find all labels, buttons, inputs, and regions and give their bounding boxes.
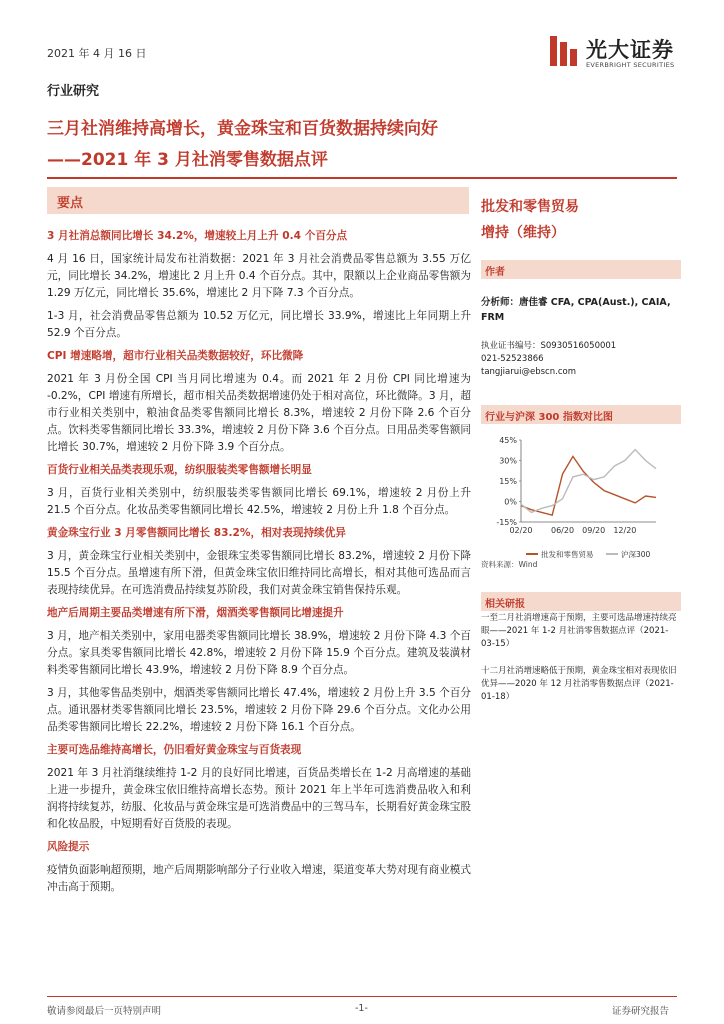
logo-name: 光大证券 xyxy=(586,38,674,62)
key-points-label: 要点 xyxy=(57,196,84,211)
certificate-number: 执业证书编号：S0930516050001 xyxy=(481,341,617,351)
section-heading: 3 月社消总额同比增长 34.2%，增速较上月上升 0.4 个百分点 xyxy=(47,230,348,242)
report-date: 2021 年 4 月 16 日 xyxy=(47,47,147,60)
x-tick-label: 12/20 xyxy=(613,526,637,535)
logo-english-name: EVERBRIGHT SECURITIES xyxy=(586,61,675,69)
legend-label: 批发和零售贸易 xyxy=(541,550,594,559)
section-heading: 黄金珠宝行业 3 月零售额同比增长 83.2%，相对表现持续优异 xyxy=(47,527,346,539)
sector-name: 批发和零售贸易 xyxy=(481,199,579,215)
footer-report-type: 证券研究报告 xyxy=(612,1006,670,1017)
page-number: -1- xyxy=(355,1003,368,1014)
section-heading: 地产后周期主要品类增速有所下滑，烟酒类零售额同比增速提升 xyxy=(47,607,344,619)
paragraph: 1-3 月，社会消费品零售总额为 10.52 万亿元，同比增长 33.9%，增速比上年同期上升 52.9 个百分点。 xyxy=(47,310,471,339)
analyst-contact xyxy=(481,340,681,379)
y-tick-label: 30% xyxy=(499,456,517,466)
section-heading: 主要可选品维持高增长，仍旧看好黄金珠宝与百货表现 xyxy=(47,744,302,756)
chart-source: 资料来源：Wind xyxy=(481,560,538,569)
paragraph: 3 月，其他零售品类别中，烟酒类零售额同比增长 47.4%，增速较 2 月份上升 3.5 个百分点。通讯器材类零售额同比增长 23.5%，增速较 2 月份下降 29.6 个百分点。文化办公用品类零售额同比增长 22.2%，增速较 2 月份下降 16.1 个百分点。 xyxy=(47,687,471,733)
section-heading: 百货行业相关品类表现乐观，纺织服装类零售额增长明显 xyxy=(47,464,312,476)
related-report-item[interactable]: 一至二月社消增速高于预期，主要可选品增速持续亮眼——2021 年 1-2 月社消零售数据点评（2021-03-15） xyxy=(481,613,677,649)
author-header xyxy=(481,260,681,279)
paragraph: 3 月，地产相关类别中，家用电器类零售额同比增长 38.9%，增速较 2 月份下降 4.3 个百分点。家具类零售额同比增长 42.8%，增速较 2 月份下降 15.9 个百分点。建筑及装潢材料类零售额同比增长 43.9%，增速较 2 月份下降 8.9 个百分点。 xyxy=(47,630,471,676)
email-address[interactable]: tangjiarui@ebscn.com xyxy=(481,367,576,377)
rating: 增持（维持） xyxy=(481,225,565,241)
section-heading: CPI 增速略增，超市行业相关品类数据较好，环比微降 xyxy=(47,350,304,362)
paragraph: 3 月，百货行业相关类别中，纺织服装类零售额同比增长 69.1%，增速较 2 月份上升 21.5 个百分点。化妆品类零售额同比增长 42.5%，增速较 2 月份上升 1.8 个百分点。 xyxy=(47,487,471,516)
y-tick-label: 15% xyxy=(499,477,517,486)
related-reports-label: 相关研报 xyxy=(485,599,525,610)
logo-mark-icon xyxy=(548,34,578,68)
legend-label: 沪深300 xyxy=(621,550,651,559)
x-tick-label: 09/20 xyxy=(582,526,606,535)
paragraph: 疫情负面影响超预期，地产后周期影响部分子行业收入增速，渠道变革大势对现有商业模式冲击高于预期。 xyxy=(47,864,471,893)
main-content xyxy=(47,222,471,902)
title-divider xyxy=(47,177,677,179)
paragraph: 4 月 16 日，国家统计局发布社消数据：2021 年 3 月社会消费品零售总额为 3.55 万亿元，同比增长 34.2%，增速比 2 月上升 0.4 个百分点。其中，限额以上企业商品零售额为 1.29 万亿元，同比增长 35.6%，增速比 2 月下降 7.3 个百分点。 xyxy=(47,253,471,299)
related-report-item[interactable]: 十二月社消增速略低于预期，黄金珠宝相对表现依旧优异——2020 年 12 月社消零售数据点评（2021-01-18） xyxy=(481,666,677,702)
x-tick-label: 06/20 xyxy=(551,526,575,535)
footer-disclaimer: 敬请参阅最后一页特别声明 xyxy=(47,1006,162,1017)
paragraph: 2021 年 3 月社消继续维持 1-2 月的良好同比增速，百货品类增长在 1-2 月高增速的基础上进一步提升，黄金珠宝依旧维持高增长态势。预计 2021 年上半年可选消费品收入和利润将持续复苏，纺服、化妆品与黄金珠宝是可选消费品中的三驾马车，长期看好黄金珠宝股和化妆品股，中短期看好百货股的表现。 xyxy=(47,767,471,830)
company-logo xyxy=(548,34,698,74)
key-points-bar xyxy=(47,187,469,214)
x-tick-label: 02/20 xyxy=(509,526,533,535)
chart-label: 行业与沪深 300 指数对比图 xyxy=(485,412,613,423)
y-tick-label: 45% xyxy=(499,436,517,445)
sector-rating xyxy=(481,194,579,246)
footer-divider xyxy=(47,996,677,997)
section-heading: 风险提示 xyxy=(47,841,90,853)
related-reports-header xyxy=(481,592,681,611)
chart-header xyxy=(481,405,681,424)
report-title: 三月社消维持高增长，黄金珠宝和百货数据持续向好 xyxy=(47,119,438,139)
report-subtitle: ——2021 年 3 月社消零售数据点评 xyxy=(47,150,328,170)
index-comparison-chart xyxy=(481,430,681,570)
paragraph: 2021 年 3 月份全国 CPI 当月同比增速为 0.4。而 2021 年 2 月份 CPI 同比增速为 -0.2%，CPI 增速有所增长，超市相关品类数据增速仍处于相对高位，环比微降。3 月，超市行业相关类别中，粮油食品类零售额同比增长 8.3%，增速较 2 月份下降 2.6 个百分点。饮料类零售额同比增长 33.3%，增速较 2 月份下降 3.6 个百分点。日用品类零售额同比增长 30.7%，增速较 2 月份下降 3.9 个百分点。 xyxy=(47,373,471,453)
report-category: 行业研究 xyxy=(47,84,100,99)
series-line-1 xyxy=(521,456,656,515)
y-tick-label: 0% xyxy=(504,497,517,507)
paragraph: 3 月，黄金珠宝行业相关类别中，金银珠宝类零售额同比增长 83.2%，增速较 2 月份下降 15.5 个百分点。虽增速有所下滑，但黄金珠宝依旧维持同比高增长，相对其他可选品而言表现持续优异。在可选消费品持续复苏阶段，我们对黄金珠宝销售保持乐观。 xyxy=(47,550,471,596)
related-reports-list xyxy=(481,612,681,718)
author-label: 作者 xyxy=(485,267,505,278)
y-tick-label: -15% xyxy=(496,518,517,527)
phone-number: 021-52523866 xyxy=(481,354,544,364)
analyst-name: 分析师：唐佳睿 CFA, CPA(Aust.), CAIA, FRM xyxy=(481,297,671,323)
